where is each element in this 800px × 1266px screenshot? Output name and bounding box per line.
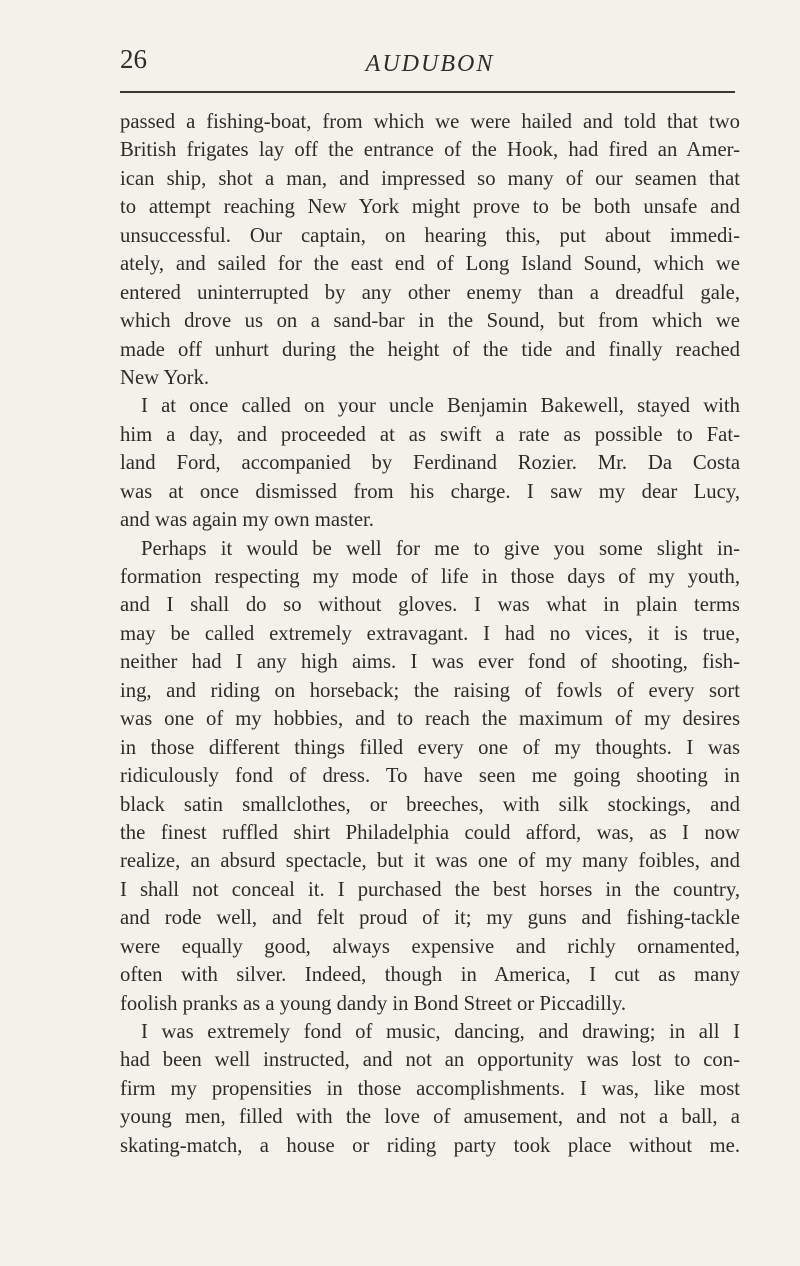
text-line: had been well instructed, and not an opportunity was lost to con- [120, 1049, 740, 1072]
text-line: I shall not conceal it. I purchased the best horses in the country, [120, 878, 740, 901]
body-text [120, 108, 740, 1160]
text-line: him a day, and proceeded at as swift a rate as possible to Fat- [120, 423, 740, 446]
text-line: were equally good, always expensive and richly ornamented, [120, 935, 740, 958]
text-line: New York. [120, 366, 210, 389]
text-line: was one of my hobbies, and to reach the maximum of my desires [120, 708, 740, 731]
text-line: made off unhurt during the height of the tide and finally reached [120, 338, 740, 361]
text-line: ican ship, shot a man, and impressed so many of our seamen that [120, 167, 740, 190]
text-line: ing, and riding on horseback; the raising of fowls of every sort [120, 679, 740, 702]
text-line: unsuccessful. Our captain, on hearing this, put about immedi- [120, 224, 740, 247]
text-line: passed a fishing-boat, from which we were hailed and told that two [120, 111, 740, 133]
text-line: skating-match, a house or riding party took place without me. [120, 1134, 740, 1157]
text-line: entered uninterrupted by any other enemy than a dreadful gale, [120, 281, 740, 304]
text-line: ately, and sailed for the east end of Long Island Sound, which we [120, 253, 740, 276]
text-line: the finest ruffled shirt Philadelphia could afford, was, as I now [120, 821, 740, 844]
text-line: young men, filled with the love of amusement, and not a ball, a [120, 1106, 740, 1129]
text-line: and I shall do so without gloves. I was what in plain terms [120, 594, 740, 617]
text-line: neither had I any high aims. I was ever fond of shooting, fish- [120, 651, 740, 674]
text-line: ridiculously fond of dress. To have seen me going shooting in [120, 765, 740, 788]
text-line: I at once called on your uncle Benjamin Bakewell, stayed with [141, 395, 740, 418]
text-line: foolish pranks as a young dandy in Bond Street or Piccadilly. [120, 992, 626, 1015]
text-line: formation respecting my mode of life in those days of my youth, [120, 566, 740, 588]
text-line: and was again my own master. [120, 509, 374, 532]
text-line: land Ford, accompanied by Ferdinand Rozier. Mr. Da Costa [120, 452, 740, 475]
text-line: and rode well, and felt proud of it; my guns and fishing-tackle [120, 907, 740, 930]
text-line: realize, an absurd spectacle, but it was one of my many foibles, and [120, 850, 740, 873]
text-line: may be called extremely extravagant. I had no vices, it is true, [120, 622, 740, 645]
text-line: in those different things filled every one of my thoughts. I was [120, 736, 740, 759]
text-line: was at once dismissed from his charge. I saw my dear Lucy, [120, 480, 740, 503]
text-line: black satin smallclothes, or breeches, with silk stockings, and [120, 793, 740, 816]
text-line: British frigates lay off the entrance of the Hook, had fired an Amer- [120, 139, 740, 162]
text-line: I was extremely fond of music, dancing, and drawing; in all I [141, 1021, 740, 1043]
text-line: often with silver. Indeed, though in America, I cut as many [120, 964, 740, 987]
text-line: firm my propensities in those accomplishments. I was, like most [120, 1077, 740, 1100]
text-line: which drove us on a sand-bar in the Sound, but from which we [120, 310, 740, 333]
text-line: Perhaps it would be well for me to give you some slight in- [141, 537, 740, 560]
text-line: to attempt reaching New York might prove to be both unsafe and [120, 196, 740, 219]
running-head: AUDUBON [365, 51, 495, 77]
header-rule [120, 91, 735, 93]
page-number: 26 [120, 44, 147, 74]
